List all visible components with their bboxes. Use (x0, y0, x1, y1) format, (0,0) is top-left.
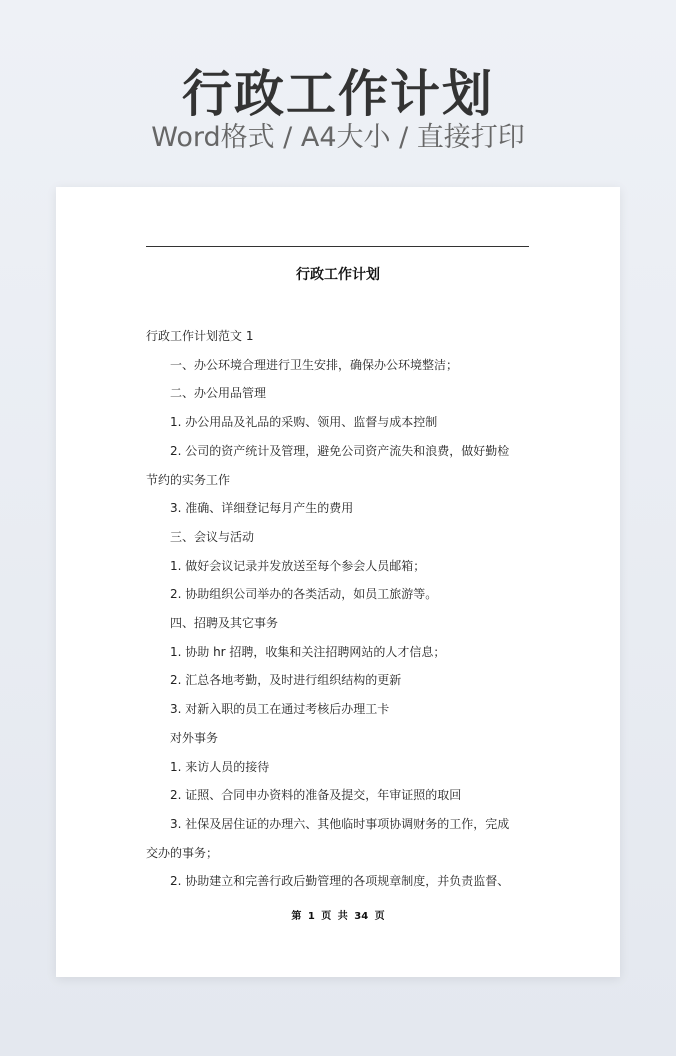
paragraph: 3. 对新入职的员工在通过考核后办理工卡 (170, 702, 390, 717)
paragraph: 2. 协助组织公司举办的各类活动，如员工旅游等。 (170, 587, 438, 602)
paragraph: 1. 协助 hr 招聘，收集和关注招聘网站的人才信息； (170, 644, 446, 659)
document-title: 行政工作计划 (296, 267, 380, 283)
banner-subtitle: Word格式 / A4大小 / 直接打印 (151, 122, 525, 153)
paragraph: 1. 做好会议记录并发放送至每个参会人员邮箱； (170, 558, 426, 573)
paragraph: 2. 汇总各地考勤，及时进行组织结构的更新 (170, 673, 402, 688)
paragraph: 1. 办公用品及礼品的采购、领用、监督与成本控制 (170, 415, 438, 430)
paragraph: 二、办公用品管理 (170, 386, 267, 401)
document-page (56, 187, 620, 977)
paragraph: 对外事务 (170, 730, 219, 745)
document-body (146, 322, 529, 896)
paragraph: 三、会议与活动 (170, 529, 255, 544)
paragraph: 2. 公司的资产统计及管理，避免公司资产流失和浪费，做好勤检 (170, 443, 510, 458)
header-rule (146, 246, 529, 247)
banner-title: 行政工作计划 (182, 65, 494, 123)
paragraph: 一、办公环境合理进行卫生安排，确保办公环境整洁； (170, 357, 459, 372)
paragraph: 3. 准确、详细登记每月产生的费用 (170, 501, 354, 516)
paragraph: 3. 社保及居住证的办理六、其他临时事项协调财务的工作，完成 (170, 816, 510, 831)
paragraph: 2. 证照、合同申办资料的准备及提交，年审证照的取回 (170, 788, 462, 803)
paragraph: 行政工作计划范文 1 (146, 329, 254, 343)
paragraph: 2. 协助建立和完善行政后勤管理的各项规章制度，并负责监督、 (170, 874, 510, 889)
paragraph: 交办的事务； (146, 845, 219, 860)
banner (0, 0, 676, 180)
paragraph: 1. 来访人员的接待 (170, 759, 270, 774)
paragraph: 四、招聘及其它事务 (170, 616, 279, 631)
page-footer: 第 1 页 共 34 页 (291, 911, 385, 922)
paragraph: 节约的实务工作 (146, 472, 231, 487)
